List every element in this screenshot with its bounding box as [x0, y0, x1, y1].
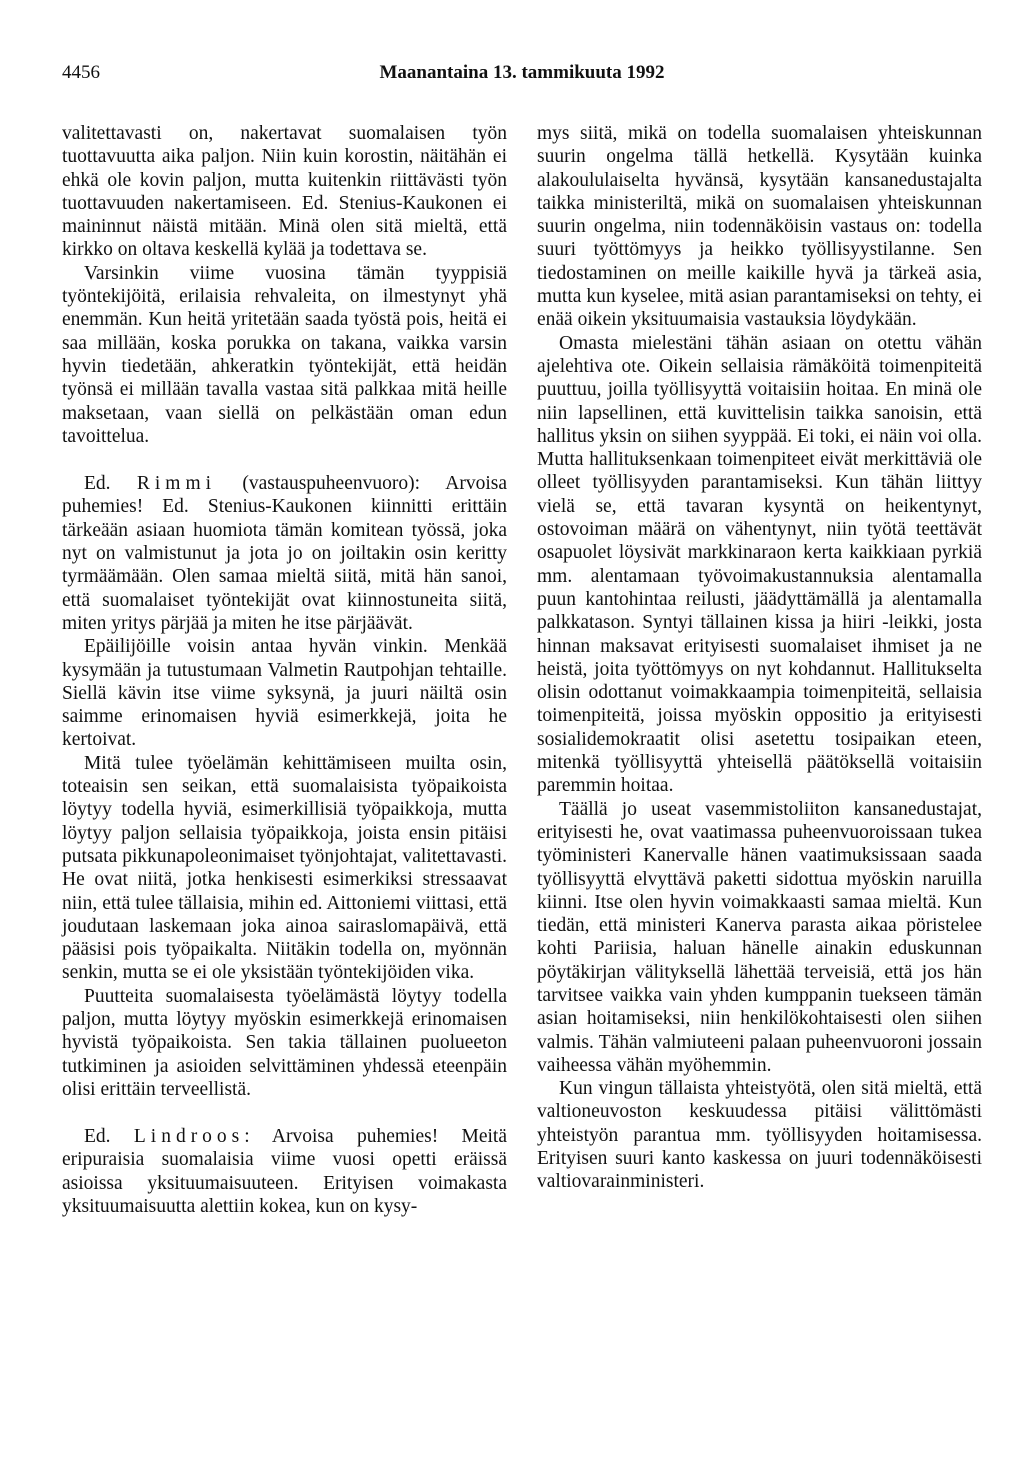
speaker-name: Lindroos	[133, 1126, 245, 1148]
paragraph: Täällä jo useat vasemmistoliiton kansanedustajat, erityisesti he, ovat vaatimassa puheenvuoroissaan tukea työministeri Kanervalle hänen vaatimuksissaan saada työllisyyttä elvyttävä paketti sidottua myöskin naruilla kiinni. Itse olen hyvin voimakkaasti samaa mieltä. Kun tiedän, että ministeri Kanerva parasta aikaa pöristelee kohti Pariisia, haluan hänelle ainakin eduskunnan pöytäkirjan välityksellä lähettää terveisiä, että jos hän tarvitsee vaikka vain yhden kumppanin tuekseen tämän asian hoitamiseksi, niin henkilökohtaisesti olen siihen valmis. Tähän valmiuteeni palaan puheenvuoroni jossain vaiheessa vähän myöhemmin.	[537, 798, 982, 1076]
paragraph: Puutteita suomalaisesta työelämästä löytyy todella paljon, mutta löytyy myöskin esimerkkejä erinomaisen hyvistä työpaikoista. Sen takia tällainen puolueeton tutkiminen ja asioiden selvittäminen yhdessä eteenpäin olisi erittäin terveellistä.	[62, 985, 507, 1100]
paragraph: Kun vingun tällaista yhteistyötä, olen sitä mieltä, että valtioneuvoston keskuudessa pitäisi välittömästi yhteistyön parantua mm. työllisyyden hoitamisessa. Erityisen suuri kanto kaskessa on juuri todennäköisesti valtiovarainministeri.	[537, 1078, 982, 1193]
speech-lindroos	[62, 1125, 507, 1218]
speech-prefix: Ed.	[84, 473, 137, 495]
page-number: 4456	[62, 62, 100, 83]
paragraph: Epäilijöille voisin antaa hyvän vinkin. Menkää kysymään ja tutustumaan Valmetin Rautpohjan tehtaille. Siellä kävin itse viime syksynä, ja juuri näiltä osin saimme erinomaisen hyviä esimerkkejä, joita he kertoivat.	[62, 636, 507, 751]
left-column	[62, 122, 507, 1218]
page-header	[62, 62, 982, 86]
paragraph: Varsinkin viime vuosina tämän tyyppisiä työntekijöitä, erilaisia rehvaleita, on ilmestynyt yhä enemmän. Kun heitä yritetään saada työstä pois, heitä ei saa millään, koska porukka on takana, vaikka varsin hyvin tiedetään, ahkeratkin työntekijät, että heidän työnsä ei millään tavalla vastaa sitä palkkaa mitä heille maksetaan, vaan siellä on pelkästään oman edun tavoittelua.	[62, 262, 507, 447]
speech-text: : Arvoisa puhemies! Meitä eripuraisia suomalaisia viime vuosi opetti eräissä asioissa yksituumaisuuteen. Erityisen voimakasta yksituumaisuutta alettiin kokea, kun on kysy-	[62, 1126, 507, 1218]
paragraph: Omasta mielestäni tähän asiaan on otettu vähän ajelehtiva ote. Oikein sellaisia rämäköitä toimenpiteitä puuttuu, joilla työllisyyttä voitaisiin hoitaa. En minä ole niin lapsellinen, että kuvittelisin taikka sanoisin, että hallitus yksin on siihen syyppää. Ei toki, ei näin voi olla. Mutta hallituksenkaan toimenpiteet eivät merkittäviä ole olleet työllisyyden parantamiseksi. Kun tähän liittyy vielä se, että tavaran kysyntä on heikentynyt, ostovoiman määrä on vähentynyt, niin työtä teettävät osapuolet löysivät markkinaraon kerta kaikkiaan pyrkiä mm. alentamaan työvoimakustannuksia alentamalla puun kantohintaa reilusti, jäädyttämällä ja alentamalla palkkatason. Syntyi tällainen kissa ja hiiri -leikki, josta hinnan maksavat erityisesti suomalaiset ihmiset ja ne heistä, joita työttömyys on nyt kohdannut. Hallitukselta olisin odottanut voimakkaampia toimenpiteitä, sellaisia toimenpiteitä, joissa myöskin oppositio ja erityisesti sosialidemokraatit olisi asetettu tosipaikan eteen, mitenkä työllisyyttä yhteisellä päätöksellä voitaisiin paremmin hoitaa.	[537, 332, 982, 797]
speech-rimmi	[62, 472, 507, 635]
paragraph: valitettavasti on, nakertavat suomalaisen työn tuottavuutta aika paljon. Niin kuin korostin, näitähän ei ehkä ole kovin paljon, mutta kuitenkin riittävästi työn tuottavuuden nakertamiseen. Ed. Stenius-Kaukonen ei maininnut näistä mitään. Minä olen sitä mieltä, että kirkko on oltava keskellä kylää ja todettava se.	[62, 123, 507, 261]
right-column	[537, 122, 982, 1194]
paragraph: mys siitä, mikä on todella suomalaisen yhteiskunnan suurin ongelma tällä hetkellä. Kysytään kuinka alakoululaiselta hyvänsä, kysytään kansanedustajalta taikka ministeriltä, mikä on suomalaisen yhteiskunnan suurin ongelma, niin todennäköisin vastaus on: todella suuri työttömyys ja heikko työllisyystilanne. Sen tiedostaminen on meille kaikille hyvä ja tärkeä asia, mutta kun kyselee, mitä asian parantamiseksi on tehty, ei enää oikein yksituumaisia vastauksia löydykään.	[537, 123, 982, 331]
speech-text: (vastauspuheenvuoro): Arvoisa puhemies! Ed. Stenius-Kaukonen kiinnitti erittäin tärkeään asiaan huomiota tämän komitean työssä, joka nyt on valmistunut ja jota jo on joiltakin osin keritty tyrmäämään. Olen samaa mieltä siitä, mitä hän sanoi, että suomalaiset työntekijät ovat kiinnostuneita siitä, miten yritys pärjää ja miten he itse pärjäävät.	[62, 473, 507, 634]
paragraph: Mitä tulee työelämän kehittämiseen muilta osin, toteaisin sen seikan, että suomalaisista työpaikoista löytyy todella hyviä, esimerkillisiä työpaikkoja, mutta löytyy paljon sellaisia työpaikkoja, joista ensin pitäisi putsata pikkunapoleonimaiset työnjohtajat, valitettavasti. He ovat niitä, jotka henkisesti esimerkiksi stressaavat niin, että tulee tällaisia, mihin ed. Aittoniemi viittasi, että joudutaan laskemaan joka ainoa sairaslomapäivä, että pääsisi pois työpaikalta. Niitäkin todella on, myönnän senkin, mutta se ei ole yksistään työntekijöiden vika.	[62, 752, 507, 984]
speaker-name: Rimmi	[136, 473, 217, 495]
header-date: Maanantaina 13. tammikuuta 1992	[379, 62, 665, 83]
speech-prefix: Ed.	[84, 1126, 134, 1148]
